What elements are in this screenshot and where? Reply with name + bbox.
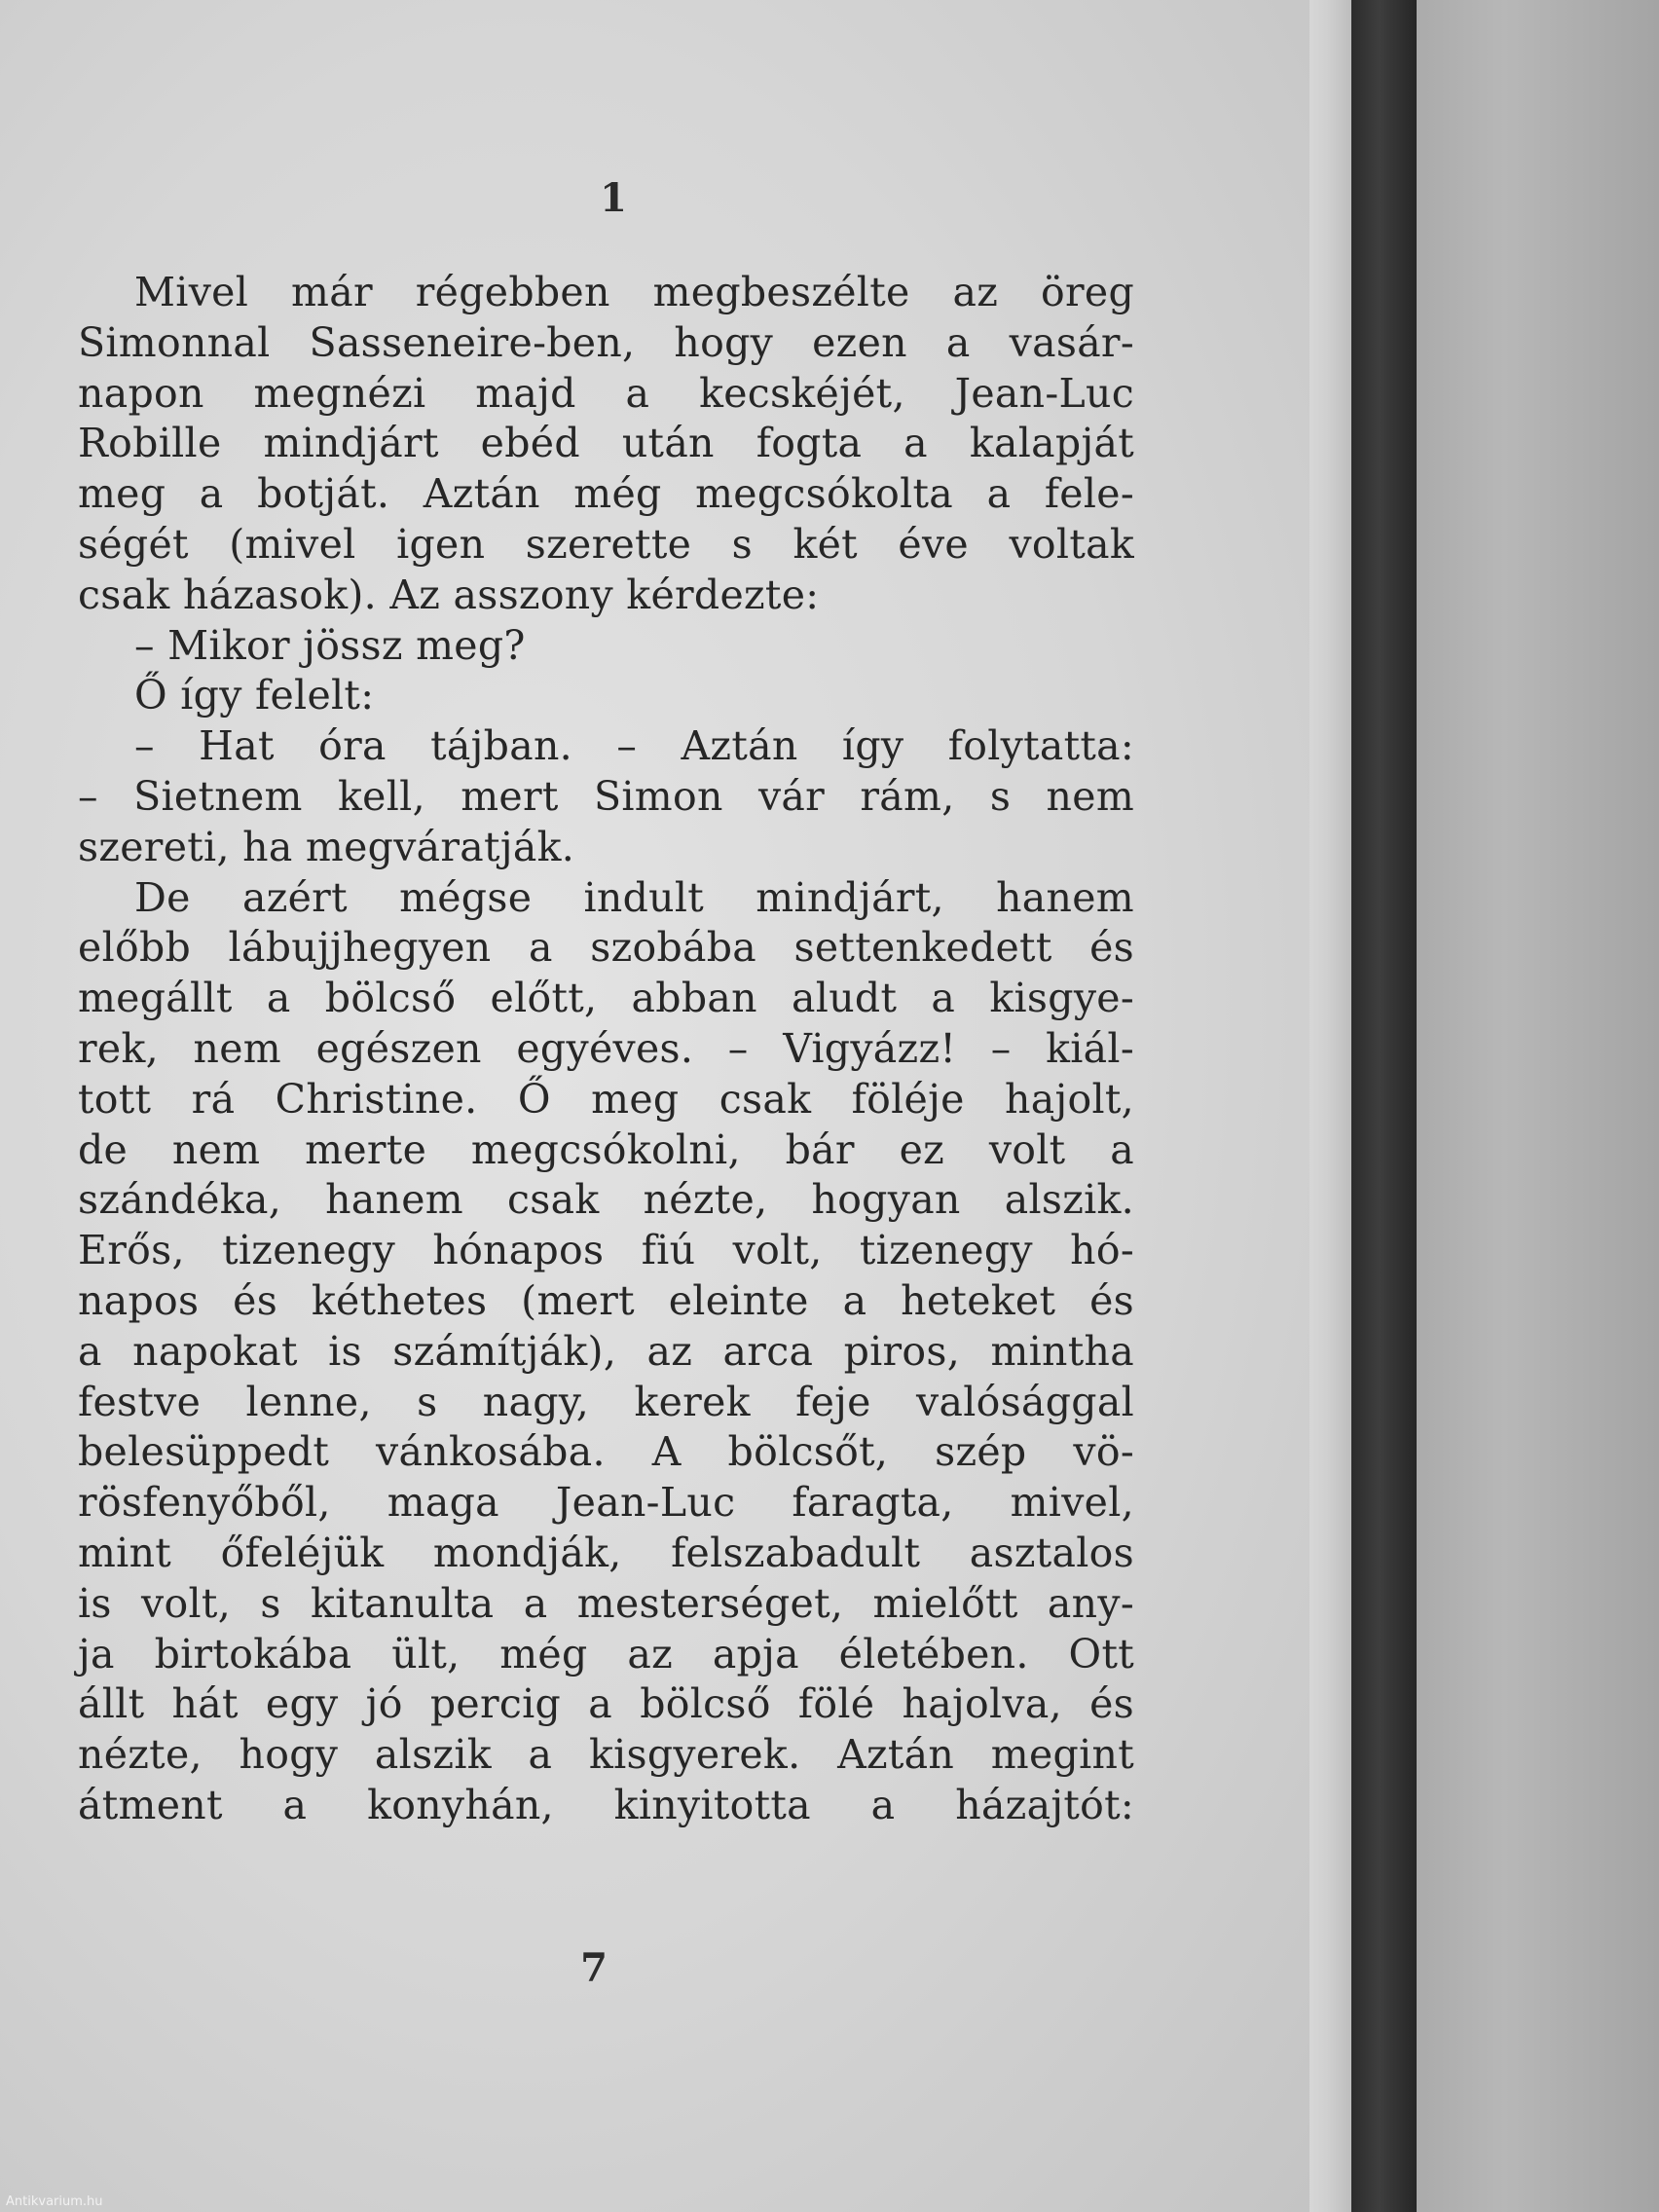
text-line: mint őfeléjük mondják, felszabadult asztalos — [78, 1529, 1134, 1576]
text-line: Ő így felelt: — [134, 672, 375, 719]
text-line: nézte, hogy alszik a kisgyerek. Aztán megint — [78, 1731, 1134, 1779]
text-line: csak házasok). Az asszony kérdezte: — [78, 571, 820, 618]
text-line: előbb lábujjhegyen a szobába settenkedett és — [78, 924, 1134, 972]
chapter-number: 1 — [600, 175, 627, 221]
text-line: meg a botját. Aztán még megcsókolta a fele- — [78, 470, 1134, 518]
text-line: Robille mindjárt ebéd után fogta a kalapját — [78, 420, 1134, 467]
text-line: Erős, tizenegy hónapos fiú volt, tizenegy hó- — [78, 1227, 1134, 1274]
text-line: tott rá Christine. Ő meg csak föléje hajolt, — [78, 1075, 1134, 1123]
body-text — [78, 268, 1134, 1831]
text-line: szereti, ha megváratják. — [78, 823, 575, 870]
text-line: festve lenne, s nagy, kerek feje valósággal — [78, 1378, 1134, 1425]
text-line: Mivel már régebben megbeszélte az öreg — [134, 269, 1134, 315]
text-line: De azért mégse indult mindjárt, hanem — [134, 873, 1134, 921]
page-stack-edge — [1305, 0, 1351, 2212]
table-surface — [1402, 0, 1659, 2212]
text-line: átment a konyhán, kinyitotta a házajtót: — [78, 1781, 1134, 1828]
text-line: a napokat is számítják), az arca piros, mintha — [78, 1327, 1134, 1375]
text-line: de nem merte megcsókolni, bár ez volt a — [78, 1125, 1134, 1173]
text-line: rösfenyőből, maga Jean-Luc faragta, mivel, — [78, 1479, 1134, 1527]
text-line: – Mikor jössz meg? — [134, 621, 526, 669]
text-line: ségét (mivel igen szerette s két éve voltak — [78, 520, 1134, 568]
text-line: belesüppedt vánkosába. A bölcsőt, szép vö- — [78, 1428, 1134, 1476]
page-number: 7 — [580, 1945, 608, 1991]
text-line: állt hát egy jó percig a bölcső fölé hajolva, és — [78, 1680, 1134, 1728]
text-line: is volt, s kitanulta a mesterséget, mielőtt any- — [78, 1579, 1134, 1627]
watermark-label: Antikvarium.hu — [6, 2194, 103, 2209]
text-line: napos és kéthetes (mert eleinte a heteket és — [78, 1276, 1134, 1324]
text-line: megállt a bölcső előtt, abban aludt a kisgye- — [78, 975, 1134, 1022]
text-line: napon megnézi majd a kecskéjét, Jean-Luc — [78, 369, 1134, 417]
book-cover-edge — [1348, 0, 1417, 2212]
text-line: – Hat óra tájban. – Aztán így folytatta: — [134, 722, 1134, 770]
text-line: – Sietnem kell, mert Simon vár rám, s nem — [78, 772, 1134, 820]
text-line: szándéka, hanem csak nézte, hogyan alszik. — [78, 1176, 1134, 1224]
text-line: Simonnal Sasseneire-ben, hogy ezen a vasár- — [78, 318, 1134, 366]
text-line: rek, nem egészen egyéves. – Vigyázz! – kiál- — [78, 1024, 1134, 1072]
text-line: ja birtokába ült, még az apja életében. Ott — [78, 1630, 1134, 1677]
